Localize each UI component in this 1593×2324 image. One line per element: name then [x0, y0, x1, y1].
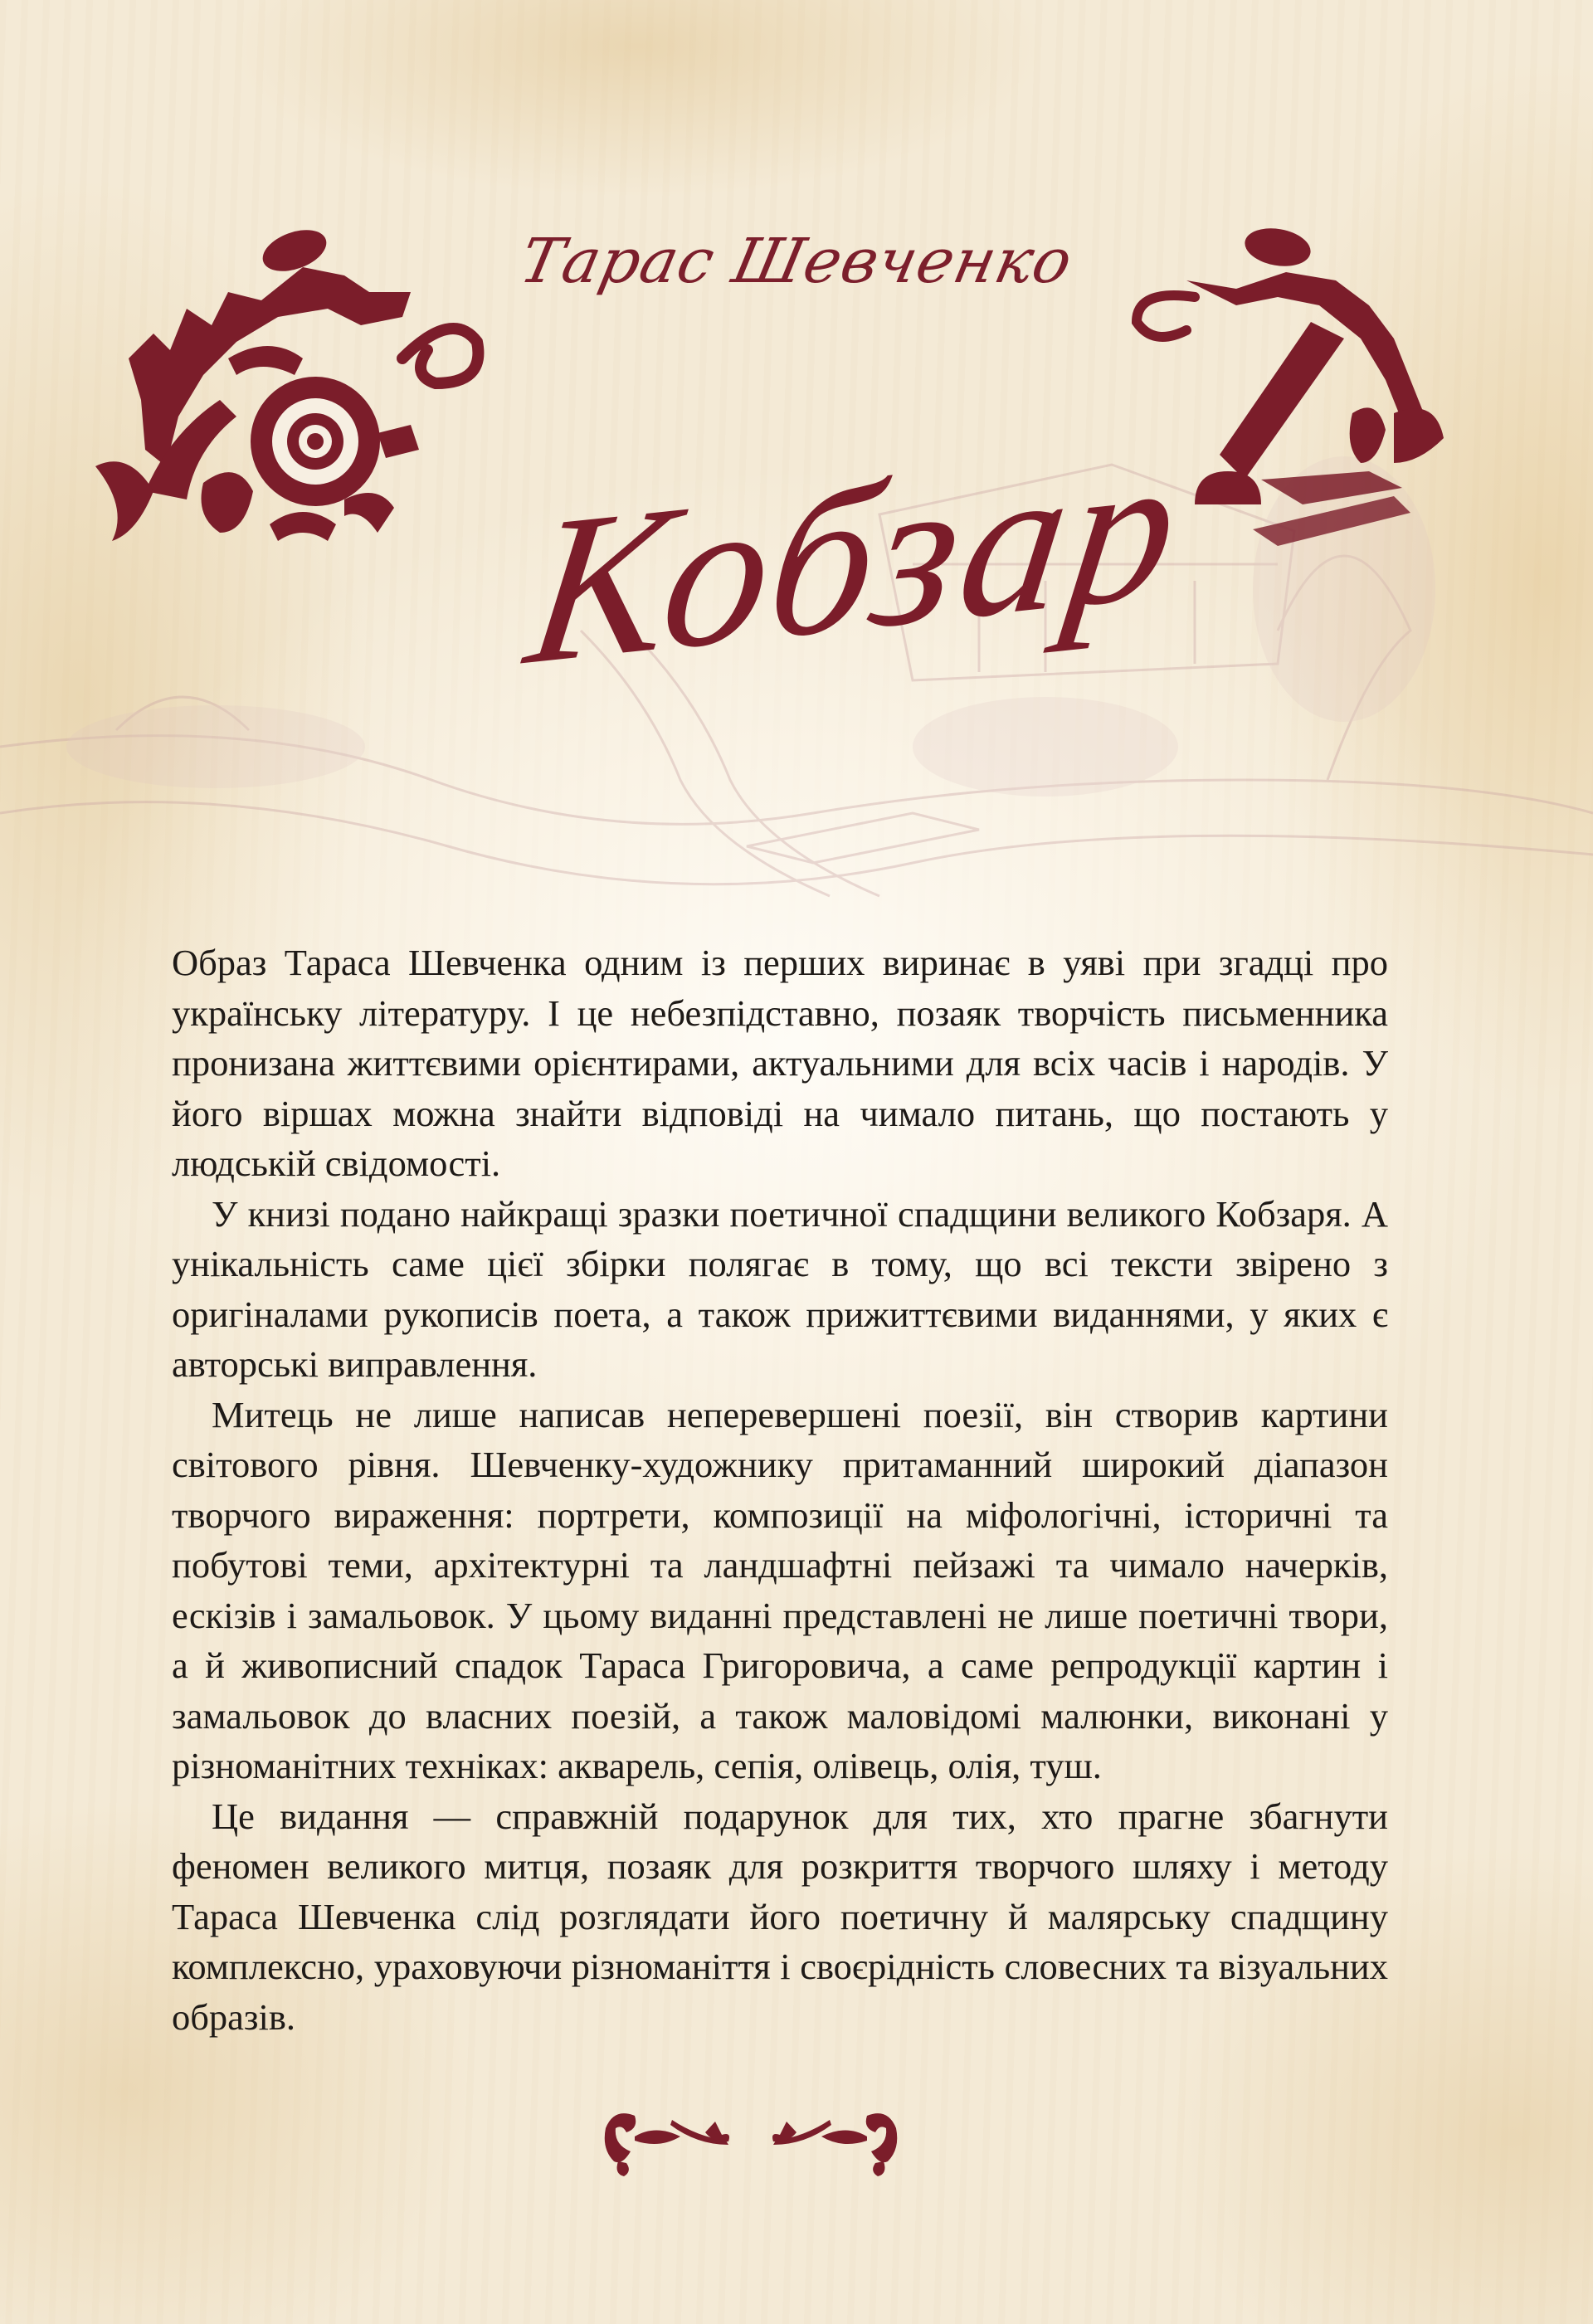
author-name: Тарас Шевченко — [514, 226, 1079, 297]
paragraph-4: Це видання — справжній подарунок для тих, хто прагне збагнути феномен великого митця, позаяк для розкриття творчого шляху і методу Тараса Шевченка слід розглядати його поетичну й малярську спадщину комплексно, ураховуючи різноманіття і своєрідність словесних та візуальних образів. — [172, 1795, 1388, 2038]
intro-text — [172, 938, 1388, 2042]
book-title: Кобзар — [516, 407, 1196, 710]
paragraph-3: Митець не лише написав неперевершені поезії, він створив картини світового рівня. Шевченку-художнику притаманний широкий діапазон творчого вираження: портрети, композиції на міфологічні, історичні та побутові теми, архітектурні та ландшафтні пейзажі та чимало начерків, ескізів і замальовок. У цьому виданні представлені не лише поетичні твори, а й живописний спадок Тараса Григоровича, а саме репродукції картин і замальовок до власних поезій, а також маловідомі малюнки, виконані у різноманітних техніках: акварель, сепія, олівець, олія, туш. — [172, 1393, 1388, 1786]
paragraph-2: У книзі подано найкращі зразки поетичної спадщини великого Кобзаря. А унікальність саме цієї збірки полягає в тому, що всі тексти звірено з оригіналами рукописів поета, а також прижиттєвими виданнями, у яких є авторські виправлення. — [172, 1192, 1388, 1385]
floral-ornament-icon — [95, 217, 485, 574]
scroll-divider-icon — [589, 2103, 913, 2178]
paragraph-1: Образ Тараса Шевченка одним із перших виринає в уяві при згадці про українську літературу. І це небезпідставно, позаяк творчість письменника пронизана життєвими орієнтирами, актуальними для всіх часів і народів. У його віршах можна знайти відповіді на чимало питань, що постають у людській свідомості. — [172, 942, 1388, 1184]
